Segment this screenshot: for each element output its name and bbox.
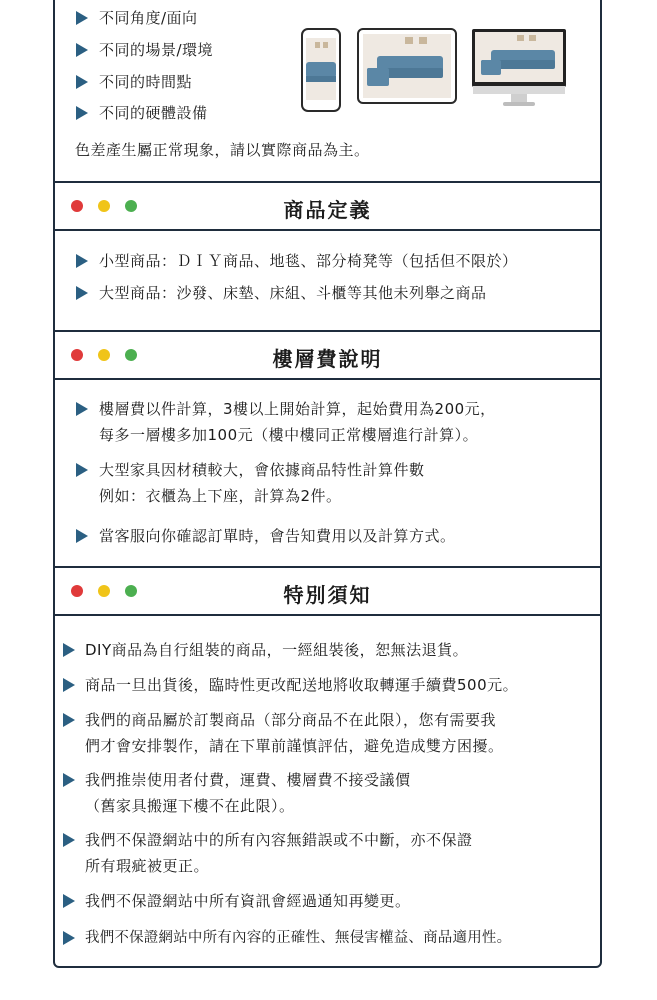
intro-item: 不同的時間點 (99, 73, 193, 91)
section-header-floor-fee (55, 330, 600, 380)
arrow-bullet-icon (76, 529, 88, 543)
intro-item: 不同的硬體設備 (99, 104, 208, 122)
list-item: 當客服向你確認訂單時，會告知費用以及計算方式。 (99, 527, 456, 545)
list-item-continued: 例如：衣櫃為上下座，計算為2件。 (99, 487, 342, 505)
arrow-bullet-icon (63, 833, 75, 847)
monitor-sofa-image (471, 28, 567, 108)
arrow-bullet-icon (76, 11, 88, 25)
arrow-bullet-icon (76, 463, 88, 477)
list-item: 我們不保證網站中所有資訊會經過通知再變更。 (85, 892, 411, 910)
list-item: 我們不保證網站中所有內容的正確性、無侵害權益、商品適用性。 (85, 930, 512, 946)
list-item: 樓層費以件計算，3樓以上開始計算，起始費用為200元， (99, 400, 496, 418)
list-item-continued: 們才會安排製作，請在下單前謹慎評估，避免造成雙方困擾。 (85, 737, 504, 755)
arrow-bullet-icon (76, 75, 88, 89)
section-header-special-notice (55, 566, 600, 616)
arrow-bullet-icon (63, 713, 75, 727)
list-item: 大型商品：沙發、床墊、床組、斗櫃等其他未列舉之商品 (99, 284, 487, 302)
color-diff-note: 色差產生屬正常現象，請以實際商品為主。 (75, 141, 370, 159)
arrow-bullet-icon (63, 894, 75, 908)
intro-item: 不同角度/面向 (99, 9, 198, 27)
arrow-bullet-icon (63, 643, 75, 657)
arrow-bullet-icon (76, 43, 88, 57)
section-title: 特別須知 (283, 583, 372, 607)
list-item: 商品一旦出貨後，臨時性更改配送地將收取轉運手續費500元。 (85, 676, 519, 694)
phone-sofa-image (301, 28, 341, 112)
section-title: 樓層費說明 (272, 347, 383, 371)
list-item: DIY商品為自行組裝的商品，一經組裝後，恕無法退貨。 (85, 641, 469, 659)
arrow-bullet-icon (76, 286, 88, 300)
section-header-product-definition (55, 181, 600, 231)
list-item: 大型家具因材積較大，會依據商品特性計算件數 (99, 461, 425, 479)
section-title: 商品定義 (283, 198, 372, 222)
info-panel (53, 0, 602, 968)
intro-item: 不同的場景/環境 (99, 41, 214, 59)
arrow-bullet-icon (76, 402, 88, 416)
list-item-continued: （舊家具搬運下樓不在此限）。 (85, 797, 295, 815)
list-item-continued: 所有瑕疵被更正。 (85, 857, 210, 875)
list-item: 小型商品：ＤＩＹ商品、地毯、部分椅凳等（包括但不限於） (99, 252, 518, 270)
arrow-bullet-icon (63, 931, 75, 945)
list-item: 我們的商品屬於訂製商品（部分商品不在此限），您有需要我 (85, 711, 497, 729)
list-item: 我們推崇使用者付費，運費、樓層費不接受議價 (85, 771, 411, 789)
arrow-bullet-icon (76, 254, 88, 268)
arrow-bullet-icon (76, 106, 88, 120)
arrow-bullet-icon (63, 678, 75, 692)
list-item: 我們不保證網站中的所有內容無錯誤或不中斷，亦不保證 (85, 831, 473, 849)
list-item-continued: 每多一層樓多加100元（樓中樓同正常樓層進行計算）。 (99, 426, 479, 444)
tablet-sofa-image (357, 28, 457, 104)
arrow-bullet-icon (63, 773, 75, 787)
